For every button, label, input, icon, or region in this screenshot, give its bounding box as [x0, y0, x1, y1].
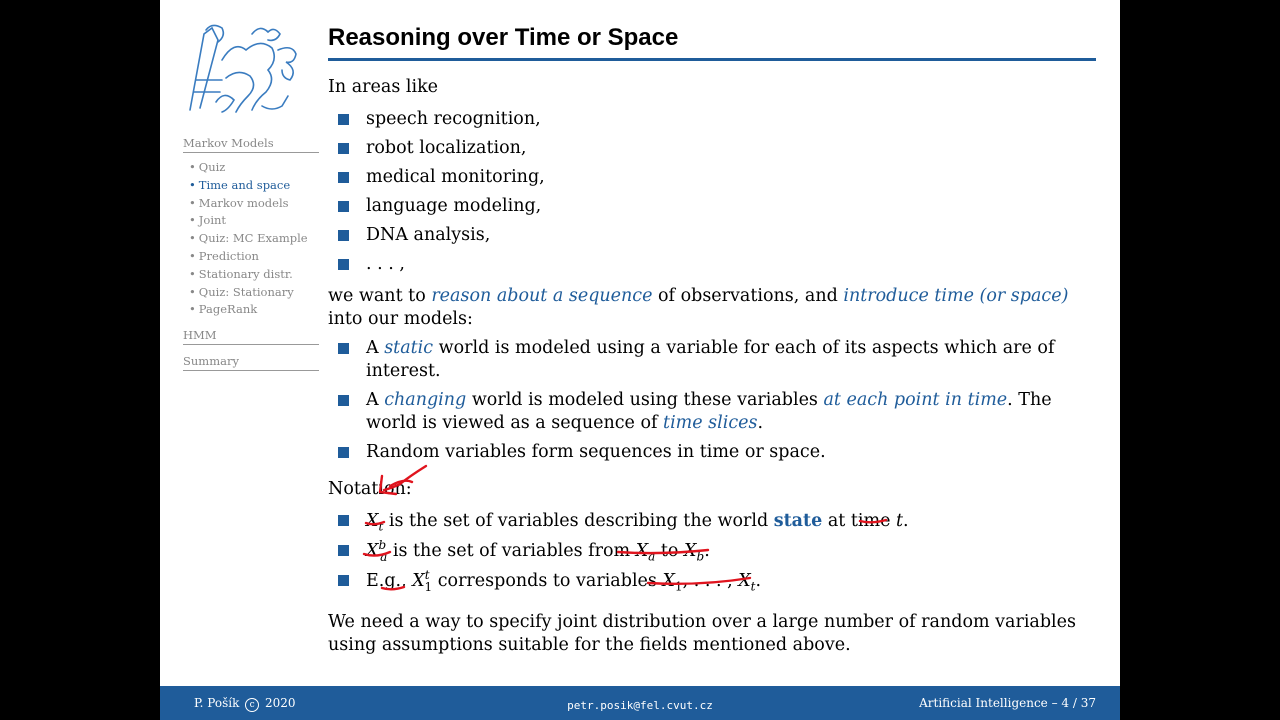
notation-label: Notation: [328, 479, 412, 499]
notation-item-example: E.g., $X^t_1$ corresponds to variables $X_1$, . . . , $X_t$. [328, 569, 1098, 593]
footer-course-page: Artificial Intelligence – 4 / 37 [919, 696, 1096, 710]
notation-item-state: $X_t$ is the set of variables describing the world state at time t. [328, 509, 1098, 533]
bullet-square-icon [338, 515, 349, 526]
list-item: language modeling, [328, 192, 1098, 221]
sidebar-item-pagerank[interactable]: • PageRank [189, 302, 258, 317]
title-rule [328, 58, 1096, 61]
bullet-square-icon [338, 259, 349, 270]
sidebar-section-markov[interactable]: Markov Models [183, 136, 319, 153]
slide [160, 0, 1120, 720]
copyright-icon: c [245, 698, 259, 712]
bullet-square-icon [338, 447, 349, 458]
list-item: medical monitoring, [328, 163, 1098, 192]
sidebar-markov-items [183, 159, 319, 319]
footer-author: P. Pošík c 2020 [194, 696, 296, 710]
ctu-lion-logo [182, 20, 302, 114]
world-model-list [328, 337, 1098, 464]
bullet-square-icon [338, 343, 349, 354]
footer-email[interactable]: petr.posik@fel.cvut.cz [567, 699, 713, 712]
bullet-square-icon [338, 172, 349, 183]
list-item-static: A static world is modeled using a variable for each of its aspects which are of interest. [328, 337, 1098, 383]
sidebar-item-time-and-space[interactable]: • Time and space [189, 177, 291, 192]
sidebar-section-summary[interactable]: Summary [183, 354, 319, 371]
sidebar-item-joint[interactable]: • Joint [189, 213, 227, 228]
sidebar-item-quiz-stationary[interactable]: • Quiz: Stationary [189, 284, 294, 299]
list-item-random: Random variables form sequences in time or space. [328, 441, 1098, 464]
bullet-square-icon [338, 545, 349, 556]
sidebar-section-hmm[interactable]: HMM [183, 328, 319, 345]
sidebar-item-stationary-distr[interactable]: • Stationary distr. [189, 266, 293, 281]
sidebar-item-prediction[interactable]: • Prediction [189, 248, 259, 263]
want-paragraph: we want to reason about a sequence of observations, and introduce time (or space) into our models: [328, 286, 1069, 329]
slide-title: Reasoning over Time or Space [328, 24, 679, 51]
sidebar-item-quiz-mc-example[interactable]: • Quiz: MC Example [189, 231, 308, 246]
bullet-square-icon [338, 395, 349, 406]
bullet-square-icon [338, 230, 349, 241]
list-item: DNA analysis, [328, 221, 1098, 250]
bullet-square-icon [338, 201, 349, 212]
list-item-changing: A changing world is modeled using these variables at each point in time. The world is viewed as a sequence of time slices. [328, 389, 1098, 435]
sidebar-item-markov-models[interactable]: • Markov models [189, 195, 289, 210]
sidebar-nav [183, 136, 319, 377]
bullet-square-icon [338, 575, 349, 586]
bullet-square-icon [338, 114, 349, 125]
footer-bar [160, 686, 1120, 720]
intro-text: In areas like [328, 77, 439, 97]
bullet-square-icon [338, 143, 349, 154]
closing-paragraph: We need a way to specify joint distribution over a large number of random variables using assumptions suitable for the fields mentioned above. [328, 612, 1076, 655]
list-item: . . . , [328, 250, 1098, 279]
list-item: speech recognition, [328, 105, 1098, 134]
list-item: robot localization, [328, 134, 1098, 163]
notation-item-range: $X^b_a$ is the set of variables from $X_a$ to $X_b$. [328, 539, 1098, 563]
slide-content [328, 76, 1098, 657]
notation-list [328, 509, 1098, 593]
areas-list [328, 105, 1098, 279]
sidebar-item-quiz[interactable]: • Quiz [189, 160, 226, 174]
